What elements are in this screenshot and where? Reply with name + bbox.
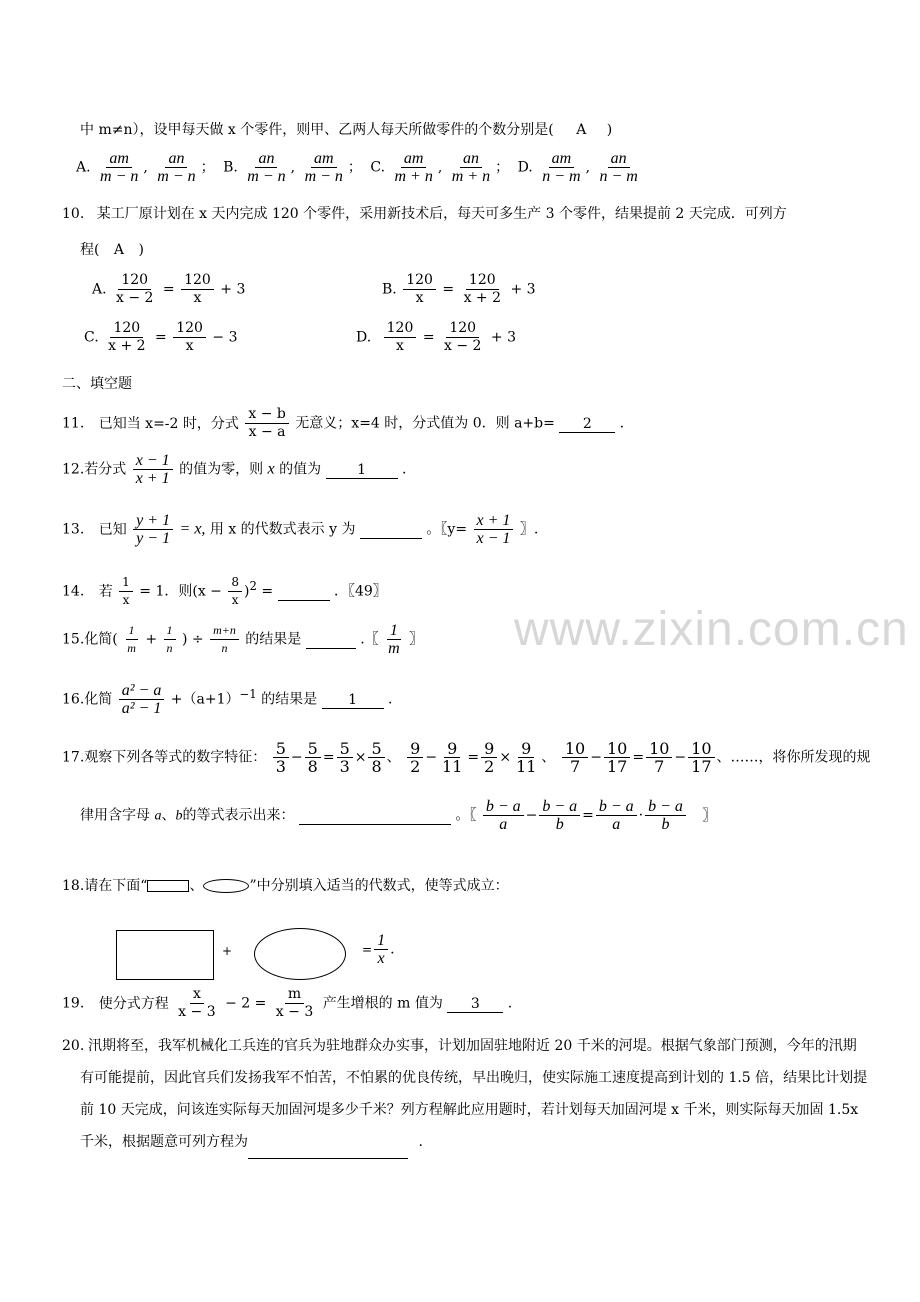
q10-option-b[interactable] bbox=[382, 272, 536, 307]
q10-option-d[interactable] bbox=[356, 320, 516, 355]
frac-num: m+n bbox=[210, 622, 239, 640]
end-mark: ． bbox=[619, 415, 634, 432]
q16 bbox=[62, 682, 392, 717]
frac-den: n − m bbox=[599, 168, 638, 185]
frac-den: 8 bbox=[371, 757, 382, 776]
frac-den: n − m bbox=[542, 168, 581, 185]
frac-num: b − a bbox=[483, 798, 524, 816]
ellipse-icon bbox=[203, 879, 249, 893]
q10-answer: A bbox=[113, 242, 125, 258]
frac-den: 3 bbox=[275, 757, 286, 776]
question-number: 18. bbox=[62, 878, 85, 894]
frac-num: 1 bbox=[164, 622, 176, 640]
frac-den: a² − 1 bbox=[121, 700, 162, 717]
frac-den: x + 1 bbox=[135, 470, 170, 487]
sep: ； bbox=[495, 159, 510, 176]
watermark: www.zixin.com.cn bbox=[514, 603, 909, 656]
frac-den: m − n bbox=[100, 168, 139, 185]
answer-blank[interactable] bbox=[306, 632, 356, 649]
q16-text3: 的结果是 bbox=[261, 691, 318, 708]
opt-label: D. bbox=[356, 329, 372, 346]
q13-text3: 。〖y= bbox=[426, 521, 468, 538]
frac-den: x − 3 bbox=[275, 1004, 314, 1020]
frac-den: 17 bbox=[691, 757, 712, 776]
answer-blank[interactable]: 1 bbox=[326, 462, 398, 479]
q16-text2: +（a+1） bbox=[170, 691, 240, 708]
answer-blank[interactable] bbox=[299, 808, 451, 825]
exponent: 2 bbox=[249, 578, 257, 593]
frac-den: x bbox=[122, 593, 130, 607]
q14-text2: = 1．则(x − bbox=[139, 583, 222, 600]
q9-stem bbox=[80, 120, 612, 140]
frac-num: 9 bbox=[481, 740, 497, 758]
end-mark: . bbox=[507, 995, 513, 1012]
sep: 、 bbox=[161, 807, 176, 824]
variable-a: a bbox=[154, 808, 162, 824]
frac-num: am bbox=[106, 150, 132, 168]
frac-num: x − 1 bbox=[133, 452, 173, 470]
q19-text: 使分式方程 bbox=[98, 995, 169, 1012]
frac-num: 5 bbox=[305, 740, 321, 758]
q10-close: ) bbox=[138, 242, 144, 258]
q9-option-b[interactable] bbox=[223, 150, 362, 185]
frac-den: x bbox=[415, 290, 424, 306]
frac-den: x − 3 bbox=[178, 1004, 216, 1020]
q17-text4: 的等式表示出来： bbox=[182, 807, 295, 824]
q11 bbox=[62, 406, 634, 441]
frac-den: x bbox=[396, 338, 404, 354]
frac-num: 120 bbox=[110, 320, 143, 338]
q14-text5: ．〖49〗 bbox=[333, 583, 387, 600]
sep: ； bbox=[347, 159, 362, 176]
opt-label: B. bbox=[382, 281, 397, 298]
q14 bbox=[62, 574, 387, 609]
q15-text2: ) ÷ bbox=[181, 631, 204, 648]
frac-den: x − 2 bbox=[444, 338, 482, 354]
frac-num: 10 bbox=[604, 740, 630, 758]
answer-blank[interactable] bbox=[248, 1126, 408, 1159]
equals: = bbox=[362, 942, 373, 957]
question-number: 19. bbox=[62, 995, 85, 1012]
frac-den: 7 bbox=[569, 757, 581, 776]
answer-blank[interactable] bbox=[360, 522, 422, 539]
q19-text2: − 2 = bbox=[225, 995, 267, 1012]
q15-text5: 〗 bbox=[409, 631, 424, 648]
q19-text3: 产生增根的 m 值为 bbox=[322, 995, 443, 1012]
ellipse-answer-box[interactable] bbox=[254, 928, 346, 980]
frac-num: b − a bbox=[645, 798, 686, 816]
frac-num: 9 bbox=[407, 740, 423, 758]
frac-num: am bbox=[401, 150, 427, 168]
q14-text: 若 bbox=[98, 583, 113, 600]
tail: + 3 bbox=[220, 281, 246, 298]
q14-text4: = bbox=[256, 583, 278, 600]
q13-text: 已知 bbox=[98, 521, 127, 538]
frac-den: 8 bbox=[307, 757, 318, 776]
q15-text4: .〖 bbox=[360, 631, 379, 648]
answer-blank[interactable]: 2 bbox=[559, 416, 615, 433]
q16-text: 化简 bbox=[84, 691, 113, 708]
frac-num: m bbox=[285, 986, 304, 1004]
sep: 、 bbox=[189, 878, 204, 894]
tail: + 3 bbox=[490, 329, 516, 346]
plus: + bbox=[145, 631, 158, 648]
frac-den: 2 bbox=[484, 757, 495, 776]
answer-blank[interactable]: 3 bbox=[447, 996, 503, 1013]
plus-sign: + bbox=[222, 944, 233, 958]
frac-den: x bbox=[193, 290, 202, 306]
end-mark: . bbox=[418, 1134, 423, 1150]
tail: + 3 bbox=[510, 281, 536, 298]
q10-text2: 程( bbox=[80, 242, 100, 258]
rectangle-answer-box[interactable] bbox=[116, 930, 214, 980]
frac-num: 5 bbox=[337, 740, 353, 758]
frac-num: 1 bbox=[387, 622, 401, 640]
opt-label: A. bbox=[92, 281, 107, 298]
q10-text: 某工厂原计划在 x 天内完成 120 个零件，采用新技术后，每天可多生产 3 个零件，结果提前 2 天完成．可列方 bbox=[96, 206, 787, 222]
frac-num: 120 bbox=[446, 320, 479, 338]
frac-den: m − n bbox=[157, 168, 196, 185]
comma: , bbox=[143, 159, 148, 176]
frac-num: 1 bbox=[119, 574, 133, 592]
frac-num: x bbox=[190, 986, 204, 1004]
frac-den: 17 bbox=[606, 757, 628, 776]
frac-den: n bbox=[221, 641, 228, 655]
q18-text: 请在下面“ bbox=[84, 878, 148, 894]
frac-den: a bbox=[499, 816, 508, 833]
q17-text: 观察下列各等式的数字特征： bbox=[84, 749, 267, 766]
q14-text3: ) bbox=[244, 583, 250, 600]
frac-num: an bbox=[460, 150, 482, 168]
frac-num: 120 bbox=[118, 272, 151, 290]
frac-num: 5 bbox=[368, 740, 384, 758]
exponent: −1 bbox=[239, 686, 257, 701]
frac-num: an bbox=[255, 150, 277, 168]
q17-text3: 律用含字母 bbox=[80, 807, 150, 824]
frac-den: 3 bbox=[339, 757, 350, 776]
q17-text6: 〗 bbox=[702, 807, 717, 824]
opt-label: B. bbox=[223, 159, 238, 176]
rectangle-icon bbox=[147, 880, 189, 892]
q20-text: 汛期将至，我军机械化工兵连的官兵为驻地群众办实事，计划加固驻地附近 20 千米的河堤。根据气象部门预测，今年的汛期有可能提前，因此官兵们发扬我军不怕苦，不怕累的优良传统，早出晚归，使实际施工速度提高到计划的 1.5 倍，结果比计划提前 10 天完成，问该连实际每天加固河堤多少千米？列方程解此应用题时，若计划每天加固河堤 x 千米，则实际每天加固 1.5x 千米，根据题意可列方程为 bbox=[80, 1038, 868, 1150]
frac-num: 10 bbox=[562, 740, 588, 758]
frac-num: 8 bbox=[228, 574, 242, 592]
question-number: 12. bbox=[62, 461, 85, 478]
frac-den: x + 2 bbox=[108, 338, 146, 354]
opt-label: C. bbox=[370, 159, 386, 176]
frac-den: m bbox=[388, 640, 400, 657]
end-mark: . bbox=[390, 941, 395, 958]
q12-text3: 的值为 bbox=[279, 461, 322, 478]
frac-num: am bbox=[311, 150, 337, 168]
frac-den: m bbox=[127, 641, 136, 655]
frac-den: b bbox=[555, 816, 564, 833]
frac-num: x − b bbox=[245, 406, 289, 424]
frac-num: a² − a bbox=[119, 682, 165, 700]
q10-stem bbox=[62, 204, 787, 224]
frac-num: 120 bbox=[181, 272, 214, 290]
frac-den: x + 2 bbox=[463, 290, 502, 306]
frac-num: 9 bbox=[518, 740, 534, 758]
comma: , bbox=[437, 159, 443, 176]
frac-den: m − n bbox=[247, 168, 286, 185]
frac-den: b bbox=[661, 816, 670, 833]
frac-num: am bbox=[549, 150, 575, 168]
frac-num: 120 bbox=[173, 320, 206, 338]
question-number: 10. bbox=[62, 206, 85, 222]
frac-den: x bbox=[231, 593, 239, 607]
q17-text2: 、……，将你所发现的规 bbox=[716, 749, 871, 766]
q10-stem-2 bbox=[80, 240, 144, 260]
q13-text4: 〗. bbox=[519, 521, 539, 538]
comma: , bbox=[585, 159, 591, 176]
frac-num: 1 bbox=[374, 932, 388, 950]
frac-num: 1 bbox=[126, 622, 138, 640]
frac-den: m + n bbox=[394, 168, 433, 185]
frac-num: an bbox=[608, 150, 630, 168]
frac-den: y − 1 bbox=[136, 530, 171, 547]
tail: − 3 bbox=[212, 329, 238, 346]
question-number: 15. bbox=[62, 631, 85, 648]
frac-den: x bbox=[185, 338, 194, 354]
q19 bbox=[62, 986, 512, 1021]
sep: ； bbox=[200, 159, 215, 176]
frac-den: x − a bbox=[248, 424, 286, 440]
opt-label: C. bbox=[84, 329, 99, 346]
q10-option-c[interactable] bbox=[84, 320, 237, 355]
frac-num: b − a bbox=[539, 798, 580, 816]
frac-den: x − 2 bbox=[116, 290, 154, 306]
q15-text3: 的结果是 bbox=[245, 631, 302, 648]
frac-num: 120 bbox=[384, 320, 417, 338]
q10-option-a[interactable] bbox=[92, 272, 245, 307]
answer-blank[interactable] bbox=[278, 584, 330, 601]
q12-text2: 的值为零，则 bbox=[179, 461, 264, 478]
frac-num: 120 bbox=[466, 272, 499, 290]
frac-den: 11 bbox=[442, 757, 463, 776]
q9-answer: A bbox=[576, 122, 587, 138]
frac-den: 2 bbox=[410, 757, 421, 776]
q18 bbox=[62, 876, 509, 896]
q15-text: 化简( bbox=[84, 631, 118, 648]
equals: = x, bbox=[179, 520, 206, 538]
variable-b: b bbox=[175, 808, 183, 824]
question-number: 16. bbox=[62, 691, 85, 708]
opt-label: D. bbox=[517, 159, 533, 176]
question-number: 13. bbox=[62, 521, 85, 538]
frac-num: 10 bbox=[646, 740, 672, 758]
question-number: 17. bbox=[62, 749, 85, 766]
frac-num: b − a bbox=[596, 798, 637, 816]
q17-line1: 17.观察下列各等式的数字特征： $\frac{5}{3}$ − $\frac{5}{8}$ = $\frac{5}{3}$ × $\frac{5}{8}$ 、 $\frac{9}{2}$ − $\frac{9}{11}$ = $\frac{9}{2}$ × $\frac{9}{11}$ 、 $\frac{10}{7}$ − $\frac{10}{17}$ = $\frac{10}{7}$ − $\frac{10}{17}$ 、……，将你所发现的规 bbox=[62, 739, 871, 776]
equals: = bbox=[422, 329, 435, 346]
frac-den: 11 bbox=[516, 757, 537, 776]
opt-label: A. bbox=[76, 159, 91, 176]
q11-text: 已知当 x=-2 时，分式 bbox=[98, 415, 239, 432]
q18-text3: ”中分别填入适当的代数式，使等式成立： bbox=[249, 878, 509, 894]
q18-result bbox=[362, 932, 395, 967]
frac-num: an bbox=[165, 150, 187, 168]
frac-den: x − 1 bbox=[476, 530, 511, 547]
comma: , bbox=[290, 159, 296, 176]
frac-den: n bbox=[166, 641, 173, 655]
q13 bbox=[62, 512, 538, 547]
end-mark: . bbox=[388, 691, 393, 708]
frac-den: x bbox=[377, 950, 385, 967]
q9-option-c[interactable] bbox=[370, 150, 509, 185]
end-mark: . bbox=[402, 461, 407, 478]
q9-text: 中 m≠n），设甲每天做 x 个零件，则甲、乙两人每天所做零件的个数分别是( bbox=[80, 122, 554, 138]
frac-num: y + 1 bbox=[133, 512, 173, 530]
q9-option-a[interactable] bbox=[76, 150, 215, 185]
answer-blank[interactable]: 1 bbox=[322, 692, 384, 709]
q9-options bbox=[76, 150, 643, 185]
q12 bbox=[62, 452, 406, 487]
equals: = bbox=[155, 329, 167, 346]
frac-den: a bbox=[612, 816, 621, 833]
q9-close: ) bbox=[606, 122, 613, 138]
q9-option-d[interactable] bbox=[518, 150, 643, 185]
frac-num: 10 bbox=[688, 740, 714, 758]
question-number: 11. bbox=[62, 415, 85, 432]
q15 bbox=[62, 622, 423, 657]
q20 bbox=[80, 1030, 870, 1159]
frac-den: m − n bbox=[304, 168, 343, 185]
q13-text2: 用 x 的代数式表示 y 为 bbox=[209, 521, 356, 538]
equals: = bbox=[162, 281, 175, 298]
frac-den: m + n bbox=[451, 168, 491, 185]
q11-text2: 无意义；x=4 时，分式值为 0．则 a+b= bbox=[295, 415, 555, 432]
question-number: 20. bbox=[62, 1038, 85, 1054]
frac-num: 9 bbox=[444, 740, 460, 758]
q17-line2: 律用含字母 a、b的等式表示出来： 。〖 $\frac{b - a}{a}$ − $\frac{b - a}{b}$ = $\frac{b - a}{a}$ · $\frac{b - a}{b}$ 〗 bbox=[80, 798, 717, 833]
frac-num: 5 bbox=[273, 740, 289, 758]
frac-num: 120 bbox=[403, 272, 436, 290]
question-number: 14. bbox=[62, 583, 85, 600]
q17-text5: 。〖 bbox=[455, 807, 477, 824]
section-heading: 二、填空题 bbox=[62, 376, 132, 392]
q12-text: 若分式 bbox=[84, 461, 127, 478]
frac-den: 7 bbox=[654, 757, 665, 776]
equals: = bbox=[442, 281, 455, 298]
variable: x bbox=[267, 460, 275, 478]
frac-num: x + 1 bbox=[474, 512, 514, 530]
